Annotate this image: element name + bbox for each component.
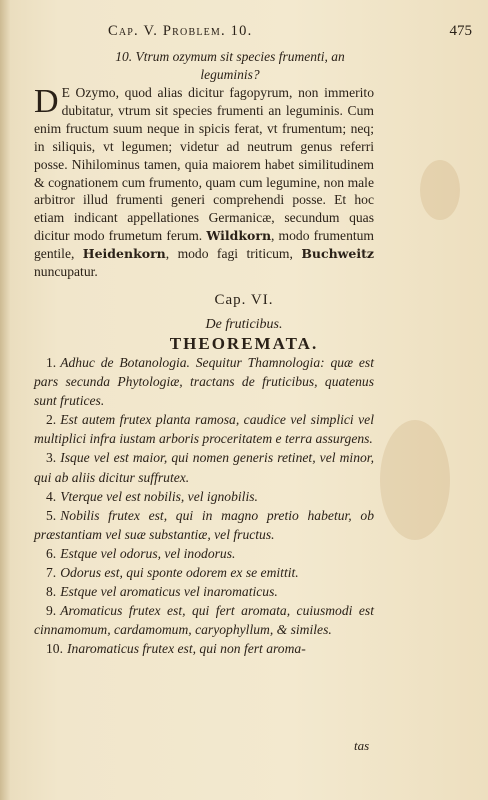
theorem-item (34, 601, 374, 639)
paragraph-text: modo fagi triticum, (177, 246, 293, 262)
theorem-number: 5. (46, 507, 57, 523)
theorem-number: 1. (46, 355, 57, 370)
theorem-number: 3. (46, 450, 57, 466)
theorem-heading: THEOREMATA. (169, 334, 319, 353)
theorem-number: 7. (46, 565, 57, 581)
drop-cap: D (34, 83, 59, 120)
theorem-text: Adhuc de Botanologia. Sequitur Thamnologia: quæ est pars secunda Phytologiæ, tractans de fruticibus, quatenus sunt frutices. (34, 355, 374, 409)
page-number: 475 (449, 23, 472, 39)
theorem-item (34, 410, 374, 448)
theorem-item (34, 506, 374, 544)
chapter-subtitle: De fruticibus. (205, 317, 283, 332)
paper-stain (380, 420, 450, 540)
theorem-item (34, 563, 374, 582)
theorem-text: Est autem frutex planta ramosa, caudice vel simplici vel multiplici infra iustam arboris proceritatem e terra assurgens. (34, 412, 374, 447)
theorem-number: 4. (46, 488, 57, 504)
body-paragraph: D E Ozymo, quod alias dicitur fagopyrum, non immerito dubitatur, vtrum sit species frumenti an leguminis. Cum enim fructum suum neque in spicis ferat, vt frumentum; neq; in siliquis, vt legumen; videtur ad neutrum genus referri posse. Nihilominus tamen, quia maiorem habet similitudinem & cognationem cum frumento, quam cum legumine, non male arbitror illud frumenti generi comprehendi posse. Et hoc etiam indicant appellationes Germanicæ, secundum quas dicitur modo frumetum ferum. Wildkorn, modo frumentum gentile, Heidenkorn, modo fagi triticum, Buchweitz nuncupatur. (34, 83, 375, 280)
theorem-text: Vterque vel est nobilis, vel ignobilis. (60, 488, 258, 504)
theorem-item (34, 582, 374, 601)
paragraph-text: E Ozymo, quod alias dicitur fagopyrum, non immerito dubitatur, vtrum sit species frumenti an leguminis. Cum enim fructum suum neque in spicis ferat, vt frumentum; neq; in siliquis, vt legumen; videtur ad neutrum genus referri posse. Nihilominus tamen, quia maiorem habet similitudinem & cognationem cum frumento, quam cum legumine, non male arbitror illud frumenti generi comprehendi posse. Et hoc etiam indicant appellationes Germanicæ, secundum quas dicitur modo frumetum ferum. (34, 85, 374, 244)
theorem-text: Estque vel aromaticus vel inaromaticus. (60, 584, 278, 600)
theorem-item (34, 448, 374, 486)
theorem-text: Inaromaticus frutex est, qui non fert aroma- (67, 641, 306, 657)
theorem-number: 10. (46, 641, 63, 657)
paper-stain (420, 160, 460, 220)
theorem-item (34, 639, 374, 658)
catchword: tas (354, 738, 370, 753)
paragraph-text: modo frumentum gentile, (34, 228, 375, 262)
german-term: Buchweitz (301, 246, 374, 262)
theorem-text: Isque vel est maior, qui nomen generis retinet, vel minor, qui ab aliis dicitur suffrutex. (34, 450, 374, 485)
german-term: Heidenkorn (82, 246, 166, 262)
running-title: Cap. V. Problem. 10. (108, 23, 253, 39)
page-header (108, 23, 474, 45)
theorem-item (34, 544, 374, 563)
theorem-number: 9. (46, 603, 57, 619)
chapter-title: Cap. VI. (214, 292, 274, 308)
theorem-number: 6. (46, 545, 57, 561)
section-title-line: 10. Vtrum ozymum sit species frumenti, an (115, 49, 345, 64)
theorem-text: Estque vel odorus, vel inodorus. (60, 545, 236, 561)
theorem-text: Aromaticus frutex est, qui fert aromata, cuiusmodi est cinnamomum, cardamomum, caryophyllum, & similes. (34, 603, 374, 638)
theorem-text: Odorus est, qui sponte odorem ex se emittit. (60, 565, 299, 581)
theorem-list (34, 353, 374, 659)
theorem-text: Nobilis frutex est, qui in magno pretio habetur, ob præstantiam vel suæ substantiæ, vel fructus. (34, 507, 374, 542)
section-title (70, 48, 390, 84)
page-gutter (0, 0, 10, 800)
paragraph-text: nuncupatur. (34, 264, 98, 280)
german-term: Wildkorn (206, 228, 272, 244)
theorem-item (34, 487, 374, 506)
theorem-item (34, 353, 374, 410)
theorem-number: 8. (46, 584, 57, 600)
theorem-number: 2. (46, 412, 57, 428)
section-title-line: leguminis? (200, 67, 260, 82)
